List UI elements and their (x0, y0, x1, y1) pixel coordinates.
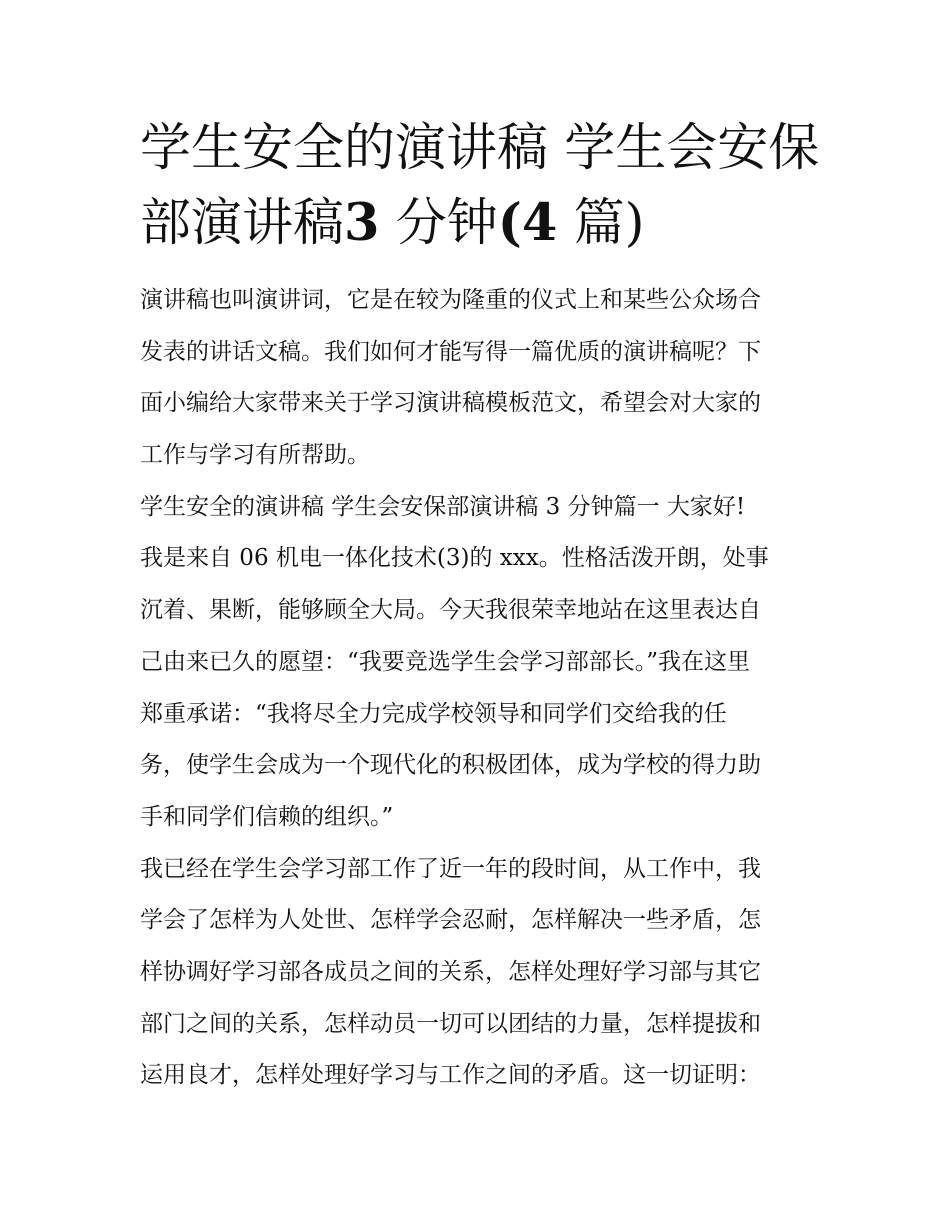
paragraph-line: 手和同学们信赖的组织。” (140, 803, 394, 830)
paragraph-line: 郑重承诺：“我将尽全力完成学校领导和同学们交给我的任 (140, 700, 727, 727)
paragraph-line: 运用良才，怎样处理好学习与工作之间的矛盾。这一切证明： (140, 1062, 761, 1089)
title-line-1: 学生安全的演讲稿 学生会安保 (140, 119, 820, 178)
paragraph-self-introduction (140, 533, 820, 843)
paragraph-line: 务，使学生会成为一个现代化的积极团体，成为学校的得力助 (140, 752, 761, 779)
paragraph-line: 己由来已久的愿望：“我要竞选学生会学习部部长。”我在这里 (140, 648, 751, 675)
section-heading-line: 学生安全的演讲稿 学生会安保部演讲稿 3 分钟篇一 大家好! (140, 493, 746, 520)
paragraph-line: 我是来自 06 机电一体化技术(3)的 xxx。性格活泼开朗，处事 (140, 545, 769, 572)
document-title (140, 112, 830, 261)
title-paren-open: ( (497, 193, 522, 253)
document-body (140, 275, 820, 1102)
title-line-2-suffix: 篇) (557, 194, 645, 253)
paragraph-line: 工作与学习有所帮助。 (140, 442, 370, 469)
title-line-2-mid: 分钟 (379, 194, 498, 253)
paragraph-line: 沉着、果断，能够顾全大局。今天我很荣幸地站在这里表达自 (140, 597, 761, 624)
paragraph-line: 样协调好学习部各成员之间的关系，怎样处理好学习部与其它 (140, 958, 761, 985)
paragraph-line: 我已经在学生会学习部工作了近一年的段时间，从工作中，我 (140, 855, 761, 882)
paragraph-line: 演讲稿也叫演讲词，它是在较为隆重的仪式上和某些公众场合 (140, 287, 761, 313)
title-line-2-prefix: 部演讲稿 (140, 194, 345, 253)
paragraph-experience (140, 844, 820, 1102)
paragraph-line: 部门之间的关系，怎样动员一切可以团结的力量，怎样提拔和 (140, 1010, 761, 1037)
title-minutes-number: 3 (344, 193, 380, 253)
paragraph-line: 学会了怎样为人处世、怎样学会忍耐，怎样解决一些矛盾，怎 (140, 907, 761, 934)
title-line-2 (140, 186, 830, 261)
paragraph-line: 发表的讲话文稿。我们如何才能写得一篇优质的演讲稿呢？下 (140, 338, 761, 365)
paragraph-intro (140, 275, 820, 482)
paragraph-section-heading (140, 482, 820, 534)
title-count-number: 4 (521, 193, 558, 253)
paragraph-line: 面小编给大家带来关于学习演讲稿模板范文，希望会对大家的 (140, 390, 761, 417)
